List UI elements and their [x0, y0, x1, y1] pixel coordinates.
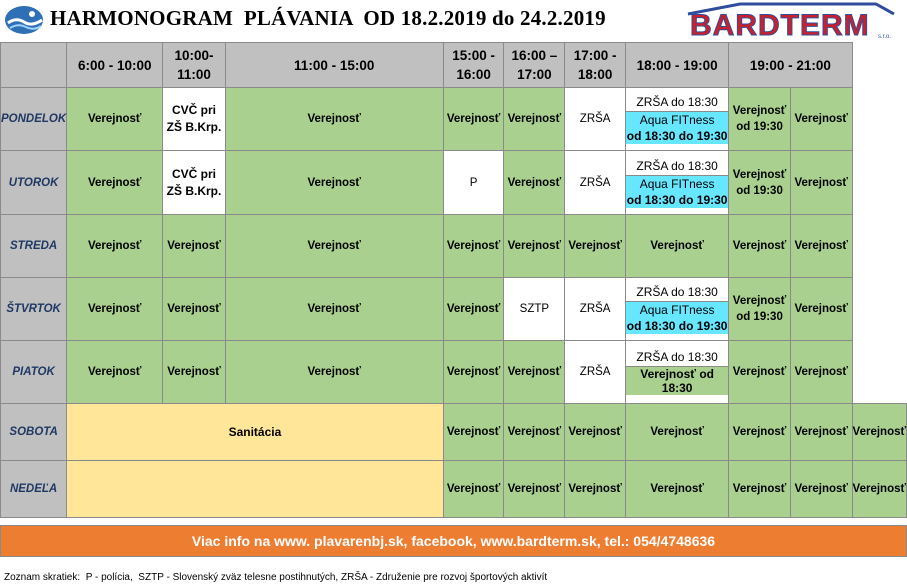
schedule-table	[0, 42, 907, 518]
cell-verejnost: Verejnosť	[790, 461, 852, 518]
cell-split	[626, 341, 729, 404]
col-header	[443, 43, 504, 88]
corner-cell	[1, 43, 67, 88]
aqua-fitness	[626, 112, 728, 144]
split-cell	[626, 284, 728, 334]
cell-verejnost: Verejnosť	[626, 461, 729, 518]
cell-verejnost: Verejnosť	[626, 404, 729, 461]
cell-text: Verejnosť od 19:30	[732, 295, 787, 323]
day-label: PONDELOK	[1, 88, 67, 151]
cell-verejnost: Verejnosť	[729, 461, 791, 518]
cell-split	[626, 88, 729, 151]
cell-verejnost: Verejnosť	[225, 88, 443, 151]
brand-suffix: s.r.o.	[878, 34, 892, 40]
cell-verejnost: Verejnosť	[504, 404, 565, 461]
day-row	[1, 151, 907, 215]
split-cell	[626, 158, 728, 208]
day-row	[1, 215, 907, 278]
cell-text: CVČ pri ZŠ B.Krp.	[166, 166, 222, 198]
cell-verejnost: Verejnosť	[729, 215, 791, 278]
abbreviations-legend: Zoznam skratiek: P - polícia, SZTP - Slovenský zväz telesne postihnutých, ZRŠA - Združenie pre rozvoj športových aktivít	[4, 572, 548, 583]
cell-verejnost: Verejnosť	[443, 461, 504, 518]
split-cell	[626, 349, 728, 395]
cell-cvc	[163, 151, 225, 215]
cell-verejnost: Verejnosť	[729, 404, 791, 461]
cell-sanitacia-empty	[67, 461, 444, 518]
header-row	[1, 43, 907, 88]
cell-verejnost-1930	[729, 88, 791, 151]
cell-verejnost: Verejnosť	[67, 215, 163, 278]
cell-text: CVČ pri ZŠ B.Krp.	[166, 103, 222, 134]
cell-verejnost-1930	[729, 151, 791, 215]
cell-verejnost: Verejnosť	[443, 341, 504, 404]
cell-zrsa: ZRŠA	[565, 341, 626, 404]
aqua-time: od 18:30 do 19:30	[626, 129, 728, 143]
cell-verejnost: Verejnosť	[67, 278, 163, 341]
day-label: UTOROK	[1, 151, 67, 215]
verejnost-from-1830: Verejnosť od 18:30	[626, 367, 728, 395]
day-label: ŠTVRTOK	[1, 278, 67, 341]
cell-verejnost: Verejnosť	[67, 341, 163, 404]
cell-sztp: SZTP	[504, 278, 565, 341]
cell-verejnost: Verejnosť	[443, 404, 504, 461]
cell-verejnost: Verejnosť	[443, 88, 504, 151]
cell-zrsa: ZRŠA	[565, 151, 626, 215]
col-header	[504, 43, 565, 88]
col-header: 18:00 - 19:00	[626, 43, 729, 88]
cell-verejnost: Verejnosť	[163, 278, 225, 341]
cell-sanitacia: Sanitácia	[67, 404, 444, 461]
cell-zrsa: ZRŠA	[565, 88, 626, 151]
col-header: 11:00 - 15:00	[225, 43, 443, 88]
cell-verejnost: Verejnosť	[504, 151, 565, 215]
col-header: 19:00 - 21:00	[729, 43, 852, 88]
cell-verejnost: Verejnosť	[790, 278, 852, 341]
cell-verejnost: Verejnosť	[504, 341, 565, 404]
col-header-label: 17:00 - 18:00	[573, 48, 617, 82]
cell-police: P	[443, 151, 504, 215]
brand-name: BARDTERM	[690, 9, 870, 42]
cell-verejnost: Verejnosť	[67, 151, 163, 215]
cell-verejnost: Verejnosť	[852, 461, 906, 518]
aqua-time: od 18:30 do 19:30	[626, 192, 728, 207]
header	[0, 0, 907, 42]
aqua-time: od 18:30 do 19:30	[626, 319, 728, 333]
cell-verejnost: Verejnosť	[443, 278, 504, 341]
cell-verejnost: Verejnosť	[67, 88, 163, 151]
cell-verejnost: Verejnosť	[790, 88, 852, 151]
cell-split	[626, 278, 729, 341]
cell-verejnost: Verejnosť	[163, 341, 225, 404]
bardterm-logo	[680, 2, 904, 42]
day-label: PIATOK	[1, 341, 67, 404]
cell-verejnost: Verejnosť	[163, 215, 225, 278]
aqua-label: Aqua FITness	[639, 303, 715, 317]
day-label: SOBOTA	[1, 404, 67, 461]
cell-split	[626, 151, 729, 215]
zrsa-until: ZRŠA do 18:30	[626, 94, 728, 112]
cell-text: Verejnosť od 19:30	[732, 105, 787, 133]
aqua-label: Aqua FITness	[639, 113, 715, 127]
cell-verejnost: Verejnosť	[565, 404, 626, 461]
day-label: NEDEĽA	[1, 461, 67, 518]
cell-text: Verejnosť od 19:30	[732, 168, 787, 197]
cell-verejnost-1930	[729, 278, 791, 341]
col-header	[163, 43, 225, 88]
col-header	[565, 43, 626, 88]
cell-verejnost: Verejnosť	[790, 151, 852, 215]
info-bar: Viac info na www. plavarenbj.sk, facebook, www.bardterm.sk, tel.: 054/4748636	[0, 525, 907, 557]
cell-verejnost: Verejnosť	[225, 215, 443, 278]
col-header-label: 10:00- 11:00	[174, 48, 214, 82]
zrsa-until: ZRŠA do 18:30	[626, 284, 728, 302]
cell-zrsa: ZRŠA	[565, 278, 626, 341]
page-title: HARMONOGRAM PLÁVANIA OD 18.2.2019 do 24.2.2019	[50, 6, 606, 30]
day-row	[1, 461, 907, 518]
cell-verejnost: Verejnosť	[626, 215, 729, 278]
cell-verejnost: Verejnosť	[225, 341, 443, 404]
aqua-fitness	[626, 302, 728, 334]
cell-verejnost: Verejnosť	[790, 215, 852, 278]
day-row	[1, 88, 907, 151]
cell-verejnost: Verejnosť	[443, 215, 504, 278]
cell-verejnost: Verejnosť	[565, 461, 626, 518]
cell-verejnost: Verejnosť	[565, 215, 626, 278]
zrsa-until: ZRŠA do 18:30	[626, 158, 728, 176]
split-cell	[626, 94, 728, 144]
day-label: STREDA	[1, 215, 67, 278]
cell-verejnost: Verejnosť	[504, 461, 565, 518]
cell-verejnost: Verejnosť	[504, 215, 565, 278]
cell-verejnost: Verejnosť	[790, 404, 852, 461]
cell-verejnost: Verejnosť	[225, 278, 443, 341]
cell-verejnost: Verejnosť	[790, 341, 852, 404]
cell-cvc	[163, 88, 225, 151]
col-header-label: 16:00 – 17:00	[511, 48, 558, 82]
cell-verejnost: Verejnosť	[729, 341, 791, 404]
col-header: 6:00 - 10:00	[67, 43, 163, 88]
aqua-fitness	[626, 176, 728, 208]
swimmer-logo-icon	[4, 4, 48, 36]
cell-verejnost: Verejnosť	[225, 151, 443, 215]
day-row	[1, 278, 907, 341]
day-row	[1, 404, 907, 461]
zrsa-until: ZRŠA do 18:30	[626, 349, 728, 367]
day-row	[1, 341, 907, 404]
cell-verejnost: Verejnosť	[504, 88, 565, 151]
col-header-label: 15:00 - 16:00	[452, 48, 495, 82]
aqua-label: Aqua FITness	[639, 176, 715, 191]
cell-verejnost: Verejnosť	[852, 404, 906, 461]
